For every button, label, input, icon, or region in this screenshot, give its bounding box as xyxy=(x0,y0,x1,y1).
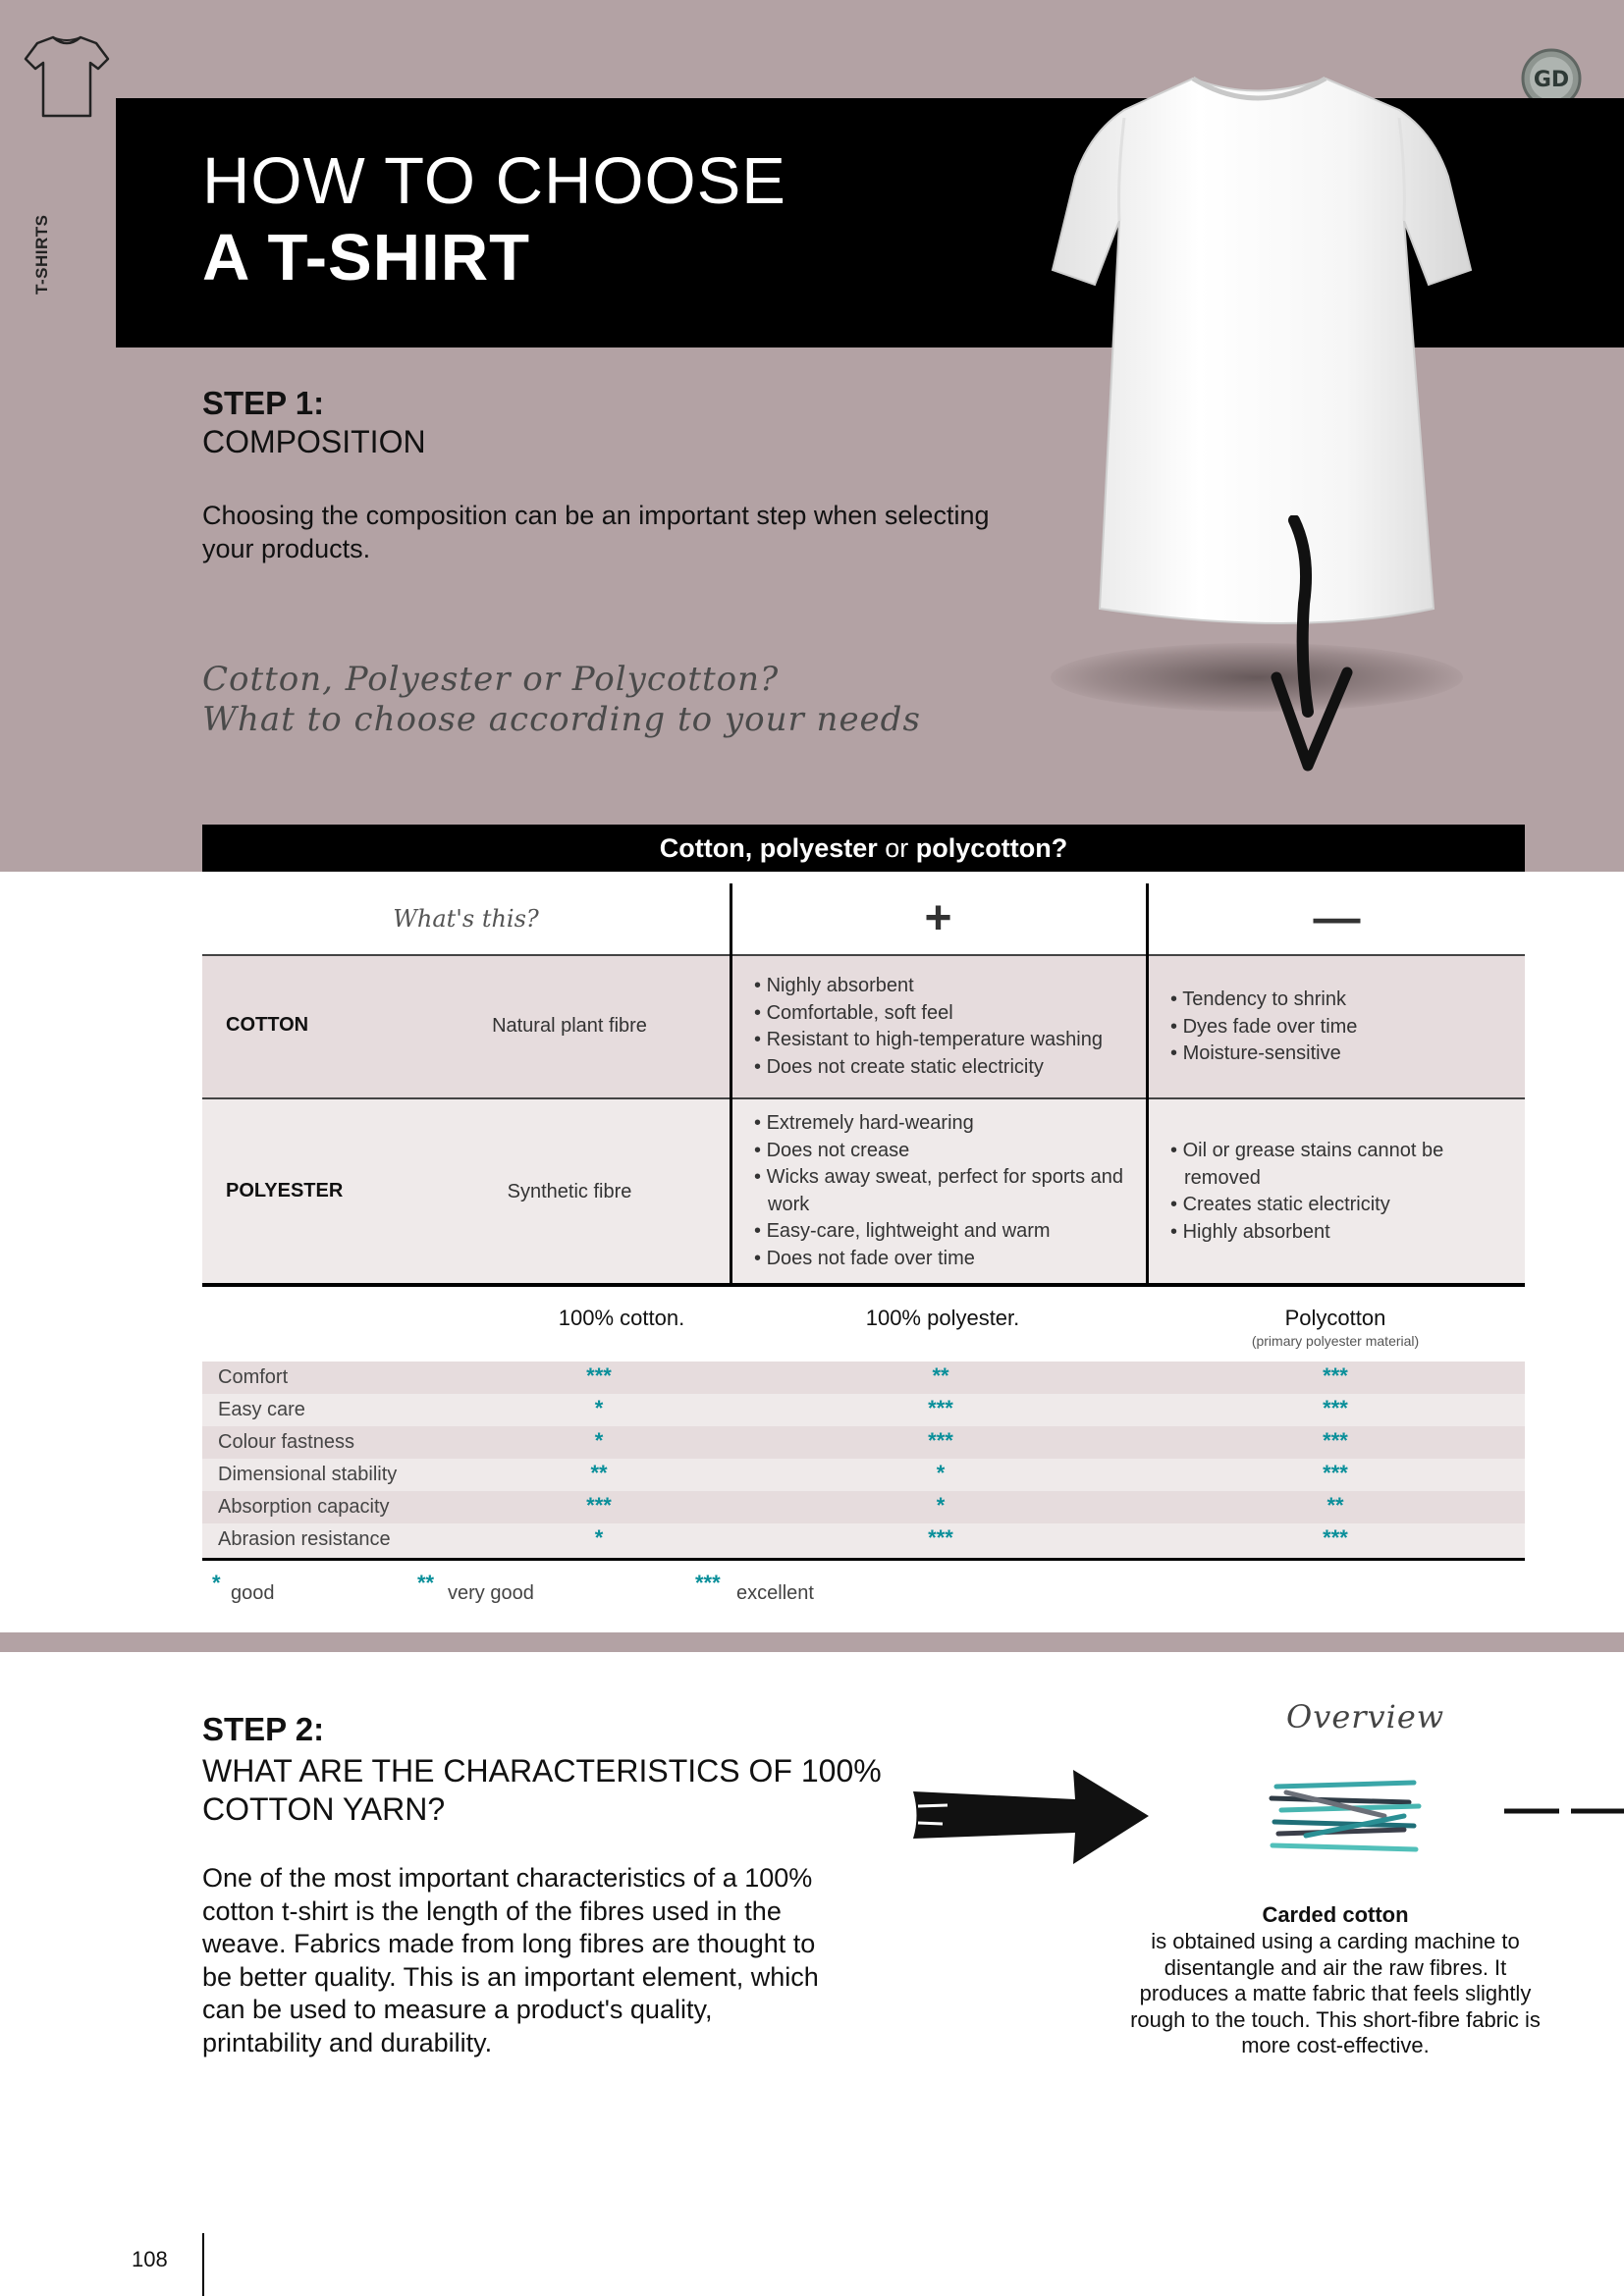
rating-stars: * xyxy=(594,1428,604,1453)
handwritten-line1: Cotton, Polyester or Polycotton? xyxy=(202,660,780,699)
rating-col-cotton: 100% cotton. xyxy=(558,1306,685,1330)
ratings-bottom-rule xyxy=(202,1558,1525,1561)
legend-stars-very-good: ** xyxy=(417,1571,435,1595)
down-arrow-icon xyxy=(1257,515,1365,775)
rating-col-polycotton: Polycotton xyxy=(1284,1306,1386,1330)
step1-body: Choosing the composition can be an important step when selecting your products. xyxy=(202,501,990,563)
rating-stars: *** xyxy=(1323,1363,1348,1388)
table-header-part3: polycotton? xyxy=(915,833,1068,863)
rating-col-polycotton-note: (primary polyester material) xyxy=(1251,1333,1420,1349)
section-side-label: T-SHIRTS xyxy=(32,214,51,294)
table-header-part1: Cotton, polyester xyxy=(659,833,878,863)
table-divider xyxy=(202,954,1525,956)
rating-label: Colour fastness xyxy=(218,1431,354,1453)
polyester-pros-list xyxy=(754,1110,1142,1272)
list-item: • Extremely hard-wearing xyxy=(754,1112,974,1134)
list-item: • Moisture-sensitive xyxy=(1170,1042,1341,1064)
rating-stars: * xyxy=(936,1461,946,1485)
fabric-name-cotton: COTTON xyxy=(226,1014,309,1036)
step2-label: STEP 2: xyxy=(202,1711,325,1747)
rating-stars: *** xyxy=(928,1525,953,1550)
footer-rule xyxy=(202,2233,204,2296)
right-arrow-icon xyxy=(908,1762,1154,1870)
rating-label: Absorption capacity xyxy=(218,1496,390,1518)
column-divider xyxy=(730,883,732,1286)
rating-stars: ** xyxy=(932,1363,949,1388)
rating-stars: *** xyxy=(586,1493,612,1518)
rating-col-polyester: 100% polyester. xyxy=(865,1306,1020,1330)
list-item: • Tendency to shrink xyxy=(1170,988,1346,1010)
list-item: • Dyes fade over time xyxy=(1170,1015,1358,1038)
list-item: • Does not crease xyxy=(754,1139,910,1161)
page-number: 108 xyxy=(132,2247,168,2271)
fabric-desc-polyester: Synthetic fibre xyxy=(507,1181,632,1202)
list-item: • Resistant to high-temperature washing xyxy=(754,1029,1103,1050)
handwritten-subtitle xyxy=(202,660,921,740)
page-title-line1: HOW TO CHOOSE xyxy=(202,144,786,218)
legend-stars-excellent: *** xyxy=(695,1571,721,1595)
column-header-minus: — xyxy=(1313,892,1361,944)
step1-label: STEP 1: xyxy=(202,385,325,421)
column-divider xyxy=(1146,883,1149,1286)
rating-label: Easy care xyxy=(218,1399,305,1420)
column-header-plus: + xyxy=(924,892,952,944)
rating-label: Comfort xyxy=(218,1366,289,1388)
rating-stars: * xyxy=(594,1396,604,1420)
step2-title: WHAT ARE THE CHARACTERISTICS OF 100% COTTON YARN? xyxy=(202,1753,882,1827)
rating-stars: *** xyxy=(586,1363,612,1388)
table-header-part2: or xyxy=(877,833,916,863)
tshirt-outline-icon xyxy=(20,29,114,124)
list-item: • Highly absorbent xyxy=(1170,1220,1330,1243)
legend-stars-good: * xyxy=(212,1571,221,1595)
handwritten-line2: What to choose according to your needs xyxy=(202,700,921,739)
rating-stars: *** xyxy=(1323,1525,1348,1550)
continuation-dash-icon xyxy=(1502,1806,1624,1816)
rating-stars: *** xyxy=(928,1428,953,1453)
rating-stars: ** xyxy=(1326,1493,1344,1518)
rating-stars: * xyxy=(936,1493,946,1518)
list-item: • Nighly absorbent xyxy=(754,975,914,996)
step2-body: One of the most important characteristics of a 100% cotton t-shirt is the length of the fibres used in the weave. Fabrics made from long fibres are thought to be better quality. This is an important element, which can be used to measure a product's quality, printability and durability. xyxy=(202,1863,819,2057)
carded-cotton-fibre-image xyxy=(1267,1767,1424,1865)
fabric-desc-cotton: Natural plant fibre xyxy=(492,1015,647,1037)
polyester-cons-list xyxy=(1170,1138,1514,1246)
list-item: • Does not create static electricity xyxy=(754,1055,1044,1078)
rating-label: Abrasion resistance xyxy=(218,1528,391,1550)
table-header xyxy=(202,825,1525,872)
rating-stars: *** xyxy=(1323,1428,1348,1453)
table-bottom-rule xyxy=(202,1283,1525,1287)
page-title-line2: A T-SHIRT xyxy=(202,221,531,294)
rating-stars: ** xyxy=(590,1461,608,1485)
cotton-cons-list xyxy=(1170,987,1514,1068)
overview-title: Overview xyxy=(1286,1698,1445,1735)
rating-stars: *** xyxy=(928,1396,953,1420)
legend-text-good: good xyxy=(231,1582,275,1604)
list-item: • Oil or grease stains cannot be removed xyxy=(1170,1140,1444,1189)
cotton-pros-list xyxy=(754,973,1142,1081)
list-item: • Creates static electricity xyxy=(1170,1194,1390,1215)
rating-label: Dimensional stability xyxy=(218,1464,398,1485)
legend-text-very-good: very good xyxy=(448,1582,534,1604)
list-item: • Does not fade over time xyxy=(754,1247,975,1269)
column-header-whats-this: What's this? xyxy=(393,905,539,933)
carded-cotton-description: is obtained using a carding machine to disentangle and air the raw fibres. It produces a matte fabric that feels slightly rough to the touch. This short-fibre fabric is more cost-effective. xyxy=(1130,1929,1541,2057)
list-item: • Wicks away sweat, perfect for sports and work xyxy=(754,1166,1124,1215)
section-divider xyxy=(0,1632,1624,1652)
carded-cotton-title: Carded cotton xyxy=(1262,1902,1409,1927)
svg-text:GD: GD xyxy=(1533,68,1570,92)
rating-stars: * xyxy=(594,1525,604,1550)
rating-stars: *** xyxy=(1323,1396,1348,1420)
rating-stars: *** xyxy=(1323,1461,1348,1485)
step1-title: COMPOSITION xyxy=(202,424,426,459)
table-divider xyxy=(202,1097,1525,1099)
list-item: • Comfortable, soft feel xyxy=(754,1001,953,1024)
legend-text-excellent: excellent xyxy=(736,1582,814,1604)
list-item: • Easy-care, lightweight and warm xyxy=(754,1220,1051,1242)
fabric-name-polyester: POLYESTER xyxy=(226,1180,344,1201)
